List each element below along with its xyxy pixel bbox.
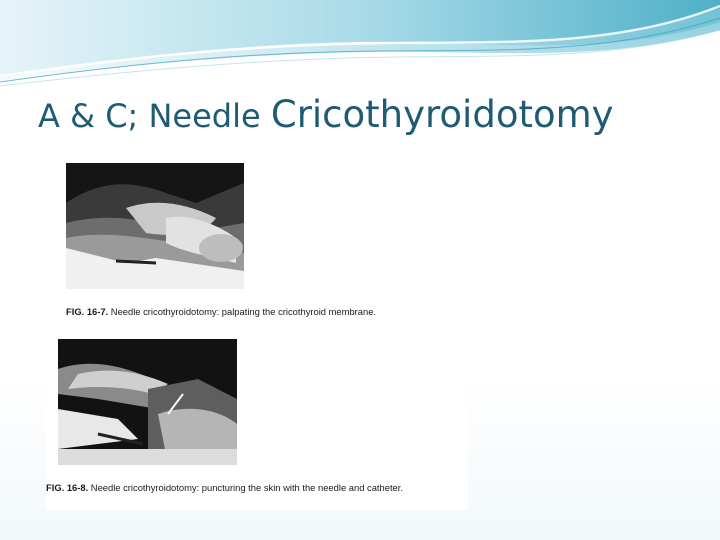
figure-16-7: [60, 156, 432, 330]
figure-16-7-caption-text: Needle cricothyroidotomy: palpating the cricothyroid membrane.: [108, 306, 377, 317]
slide-title: [38, 93, 614, 136]
figure-16-7-label: FIG. 16-7.: [66, 306, 109, 317]
figure-16-8-caption-text: Needle cricothyroidotomy: puncturing the skin with the needle and catheter.: [88, 482, 403, 493]
figure-16-7-photo: [66, 163, 244, 289]
figure-16-8-label: FIG. 16-8.: [46, 482, 89, 493]
slide-title-main: Cricothyroidotomy: [270, 93, 614, 136]
header-wave-decoration: [0, 0, 720, 90]
figure-16-8: [46, 332, 468, 510]
slide-title-prefix: A & C; Needle: [38, 97, 271, 135]
figure-16-8-photo: [58, 339, 237, 465]
figure-16-7-caption: [66, 306, 376, 317]
figure-16-8-caption: [46, 482, 403, 493]
